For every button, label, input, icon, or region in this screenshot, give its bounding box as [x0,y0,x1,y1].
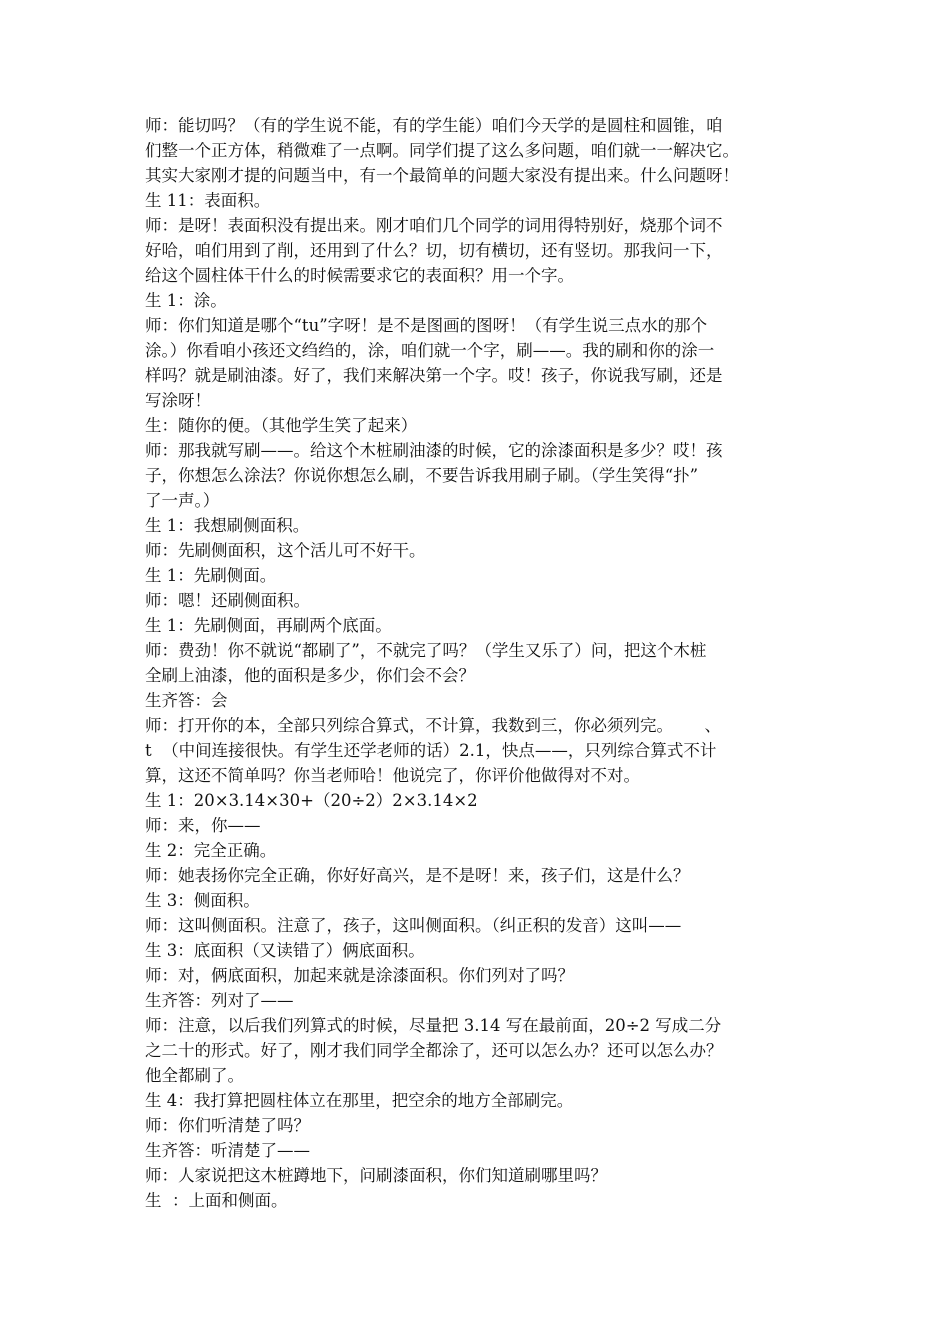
text-line: 给这个圆柱体干什么的时候需要求它的表面积？用一个字。 [145,266,574,285]
text-line: 师：她表扬你完全正确，你好好高兴，是不是呀！来，孩子们，这是什么？ [145,866,690,885]
text-line: 算，这还不简单吗？你当老师哈！他说完了，你评价他做得对不对。 [145,766,640,785]
text-line: 生 1：先刷侧面。 [145,566,277,585]
text-line: 师：那我就写刷——。给这个木桩刷油漆的时候，它的涂漆面积是多少？哎！孩 [145,441,723,460]
text-line: 生：随你的便。（其他学生笑了起来） [145,416,418,435]
text-line: 生 1：先刷侧面，再刷两个底面。 [145,616,392,635]
text-line: 了一声。） [145,491,220,510]
text-line: 师：你们知道是哪个“tu”字呀！是不是图画的图呀！（有学生说三点水的那个 [145,316,708,335]
text-line: t （中间连接很快。有学生还学老师的话）2.1，快点——，只列综合算式不计 [145,741,717,760]
text-line: 好哈，咱们用到了削，还用到了什么？切，切有横切，还有竖切。那我问一下， [145,241,723,260]
text-line: 师：对，俩底面积，加起来就是涂漆面积。你们列对了吗？ [145,966,574,985]
text-line: 师：能切吗？（有的学生说不能，有的学生能）咱们今天学的是圆柱和圆锥，咱 [145,116,723,135]
text-line: 生齐答：听清楚了—— [145,1141,310,1160]
text-line: 师：来，你—— [145,816,261,835]
text-line: 生 1：涂。 [145,291,227,310]
text-line: 全刷上油漆，他的面积是多少，你们会不会？ [145,666,475,685]
text-line: 他全都刷了。 [145,1066,244,1085]
text-line: 生 2：完全正确。 [145,841,277,860]
document-body [145,113,813,1213]
text-line: 涂。）你看咱小孩还文绉绉的，涂，咱们就一个字，刷——。我的刷和你的涂一 [145,341,715,360]
text-line: 师：人家说把这木桩蹲地下，问刷漆面积，你们知道刷哪里吗？ [145,1166,607,1185]
text-line: 师：注意，以后我们列算式的时候，尽量把 3.14 写在最前面，20÷2 写成二分 [145,1016,722,1035]
text-line: 生 3：底面积（又读错了）俩底面积。 [145,941,425,960]
text-line: 其实大家刚才提的问题当中，有一个最简单的问题大家没有提出来。什么问题呀！ [145,166,739,185]
text-line: 师：这叫侧面积。注意了，孩子，这叫侧面积。（纠正积的发音）这叫—— [145,916,682,935]
text-line: 生 4：我打算把圆柱体立在那里，把空余的地方全部刷完。 [145,1091,574,1110]
text-line: 生 ：上面和侧面。 [145,1191,288,1210]
text-line: 师：你们听清楚了吗？ [145,1116,310,1135]
text-line: 生 11：表面积。 [145,191,271,210]
text-line: 师：费劲！你不就说“都刷了”，不就完了吗？（学生又乐了）问，把这个木桩 [145,641,707,660]
text-line: 生齐答：会 [145,691,228,710]
text-line: 生齐答：列对了—— [145,991,294,1010]
text-line: 师：嗯！还刷侧面积。 [145,591,310,610]
text-line: 生 1：我想刷侧面积。 [145,516,310,535]
text-line: 写涂呀！ [145,391,211,410]
text-line: 师：打开你的本，全部只列综合算式，不计算，我数到三，你必须列完。 、 [145,716,721,735]
text-line: 样吗？就是刷油漆。好了，我们来解决第一个字。哎！孩子，你说我写刷，还是 [145,366,723,385]
text-line: 生 3：侧面积。 [145,891,260,910]
text-line: 师：先刷侧面积，这个活儿可不好干。 [145,541,426,560]
text-line: 们整一个正方体，稍微难了一点啊。同学们提了这么多问题，咱们就一一解决它。 [145,141,739,160]
text-line: 师：是呀！表面积没有提出来。刚才咱们几个同学的词用得特别好，烧那个词不 [145,216,723,235]
text-line: 生 1：20×3.14×30+（20÷2）2×3.14×2 [145,791,478,810]
text-line: 子，你想怎么涂法？你说你想怎么刷，不要告诉我用刷子刷。（学生笑得“扑” [145,466,699,485]
text-line: 之二十的形式。好了，刚才我们同学全都涂了，还可以怎么办？还可以怎么办？ [145,1041,723,1060]
